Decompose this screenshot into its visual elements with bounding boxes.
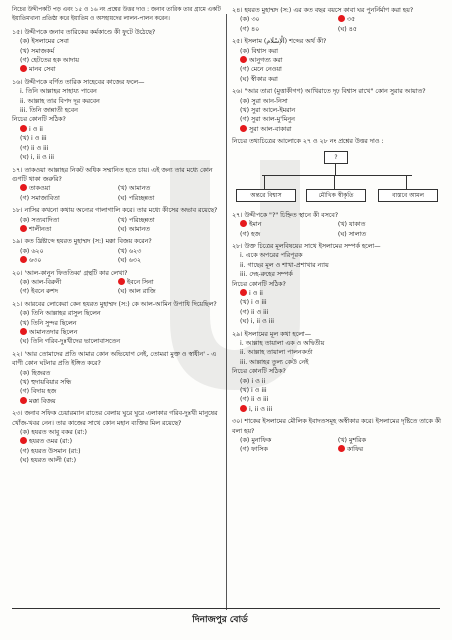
option-label: (ক) সত্যবাদিতা [20,216,60,224]
option-label: (খ) পরিচ্ছন্নতা [117,216,155,224]
option-label: ইবনে সিনা [126,278,154,286]
question-number: ২৮। [232,242,243,250]
option-label: (ক) ইসলামের সেবা [20,38,69,46]
question-stem: তাকওয়া আল্লাহর নিকট অধিক সম্মানিত হতে চায়। এই জন্য তার মধ্যে কোন গুণটি থাকা জরুরি? [12,166,213,183]
statement-line: ii. গাছের মূল ও শাখা-প্রশাখার ন্যায় [240,261,329,269]
options-grid [12,247,224,266]
question-text [232,6,444,15]
question-item [232,6,444,34]
answer-option[interactable] [118,247,216,256]
option-label: (গ) বিদায় হজ [20,388,57,396]
correct-answer-marker [240,220,247,227]
answer-option[interactable] [12,65,224,74]
option-label: (ঘ) আমানত [117,225,150,233]
question-number: ১৫। [12,28,23,36]
options-grid [232,436,444,455]
question-stem: আরবের লোকেরা কেন হযরত মুহাম্মদ (স:) কে আল-আমিন উপাধি দিয়েছিল? [24,300,217,308]
footer-rule [12,608,440,609]
diagram-connector [262,175,412,176]
question-item [12,269,224,297]
option-label: আমানতদার ছিলেন [29,329,78,336]
statement-line: iii. দেহ-রুহের সম্পর্ক [240,271,293,279]
question-number: ২১। [12,300,23,308]
diagram-intro: নিচের তথ্যচিত্রের আলোকে ২৭ ও ২৮ নং প্রশ্নের উত্তর দাও : [232,138,384,146]
question-stem: উদ্দীপকে বর্ণিত তারিক সাহেবের কাজের ফলে— [24,78,145,86]
question-item [232,242,444,327]
correct-answer-marker [20,225,27,232]
option-label: (খ) সুরা আলে-ইমরান [240,107,296,115]
option-label: (ঘ) i, ii ও iii [240,318,274,326]
answer-option[interactable] [118,194,216,203]
option-label: (গ) ফাসিক [240,446,268,454]
option-label: মক্কা বিজয় [29,397,56,405]
correct-answer-marker [20,328,27,335]
question-number: ২৯। [232,330,243,338]
answer-option[interactable] [240,25,338,34]
diagram-connector [406,175,407,189]
answer-option[interactable] [232,97,444,106]
answer-option[interactable] [12,153,224,162]
option-label: (গ) মেনে নেওয়া [240,66,282,74]
option-label: i ও ii [29,125,43,133]
answer-option[interactable] [20,256,118,265]
left-column [12,6,224,469]
option-label: (ক) আল-বিরুনী [20,278,62,286]
question-item [12,166,224,204]
diagram-box: বাস্তবে আমল [378,189,438,202]
question-text [232,330,444,339]
option-label: (ক) ৩০ [240,16,260,24]
option-label: (ঘ) পরিচ্ছন্নতা [117,194,155,202]
option-label: (গ) সমাজাবিতা [20,194,60,202]
option-label: (ক) হযরত আবু বকর (রা:) [20,429,87,437]
answer-option[interactable] [118,184,216,193]
option-label: শালীনতা [29,225,52,233]
statement-line: iii. তিনি জান্নাতী হবেন [20,107,78,115]
option-label: মানব সেবা [29,66,56,74]
answer-option[interactable] [118,278,216,287]
option-label: (ঘ) আল রাজি [117,288,156,296]
answer-option[interactable] [232,308,444,317]
answer-option[interactable] [232,395,444,404]
question-item [12,78,224,163]
question-stem: উদ্দীপকে জনাব তারিকের কর্মকাণ্ডে কী ফুটে উঠেছে? [24,28,156,36]
correct-answer-marker [20,184,27,191]
question-text [12,409,224,428]
correct-answer-marker [20,437,27,444]
answer-option[interactable] [12,397,224,406]
answer-option[interactable] [20,278,118,287]
diagram-connector [335,163,336,175]
answer-option[interactable] [20,194,118,203]
option-label: হযরত ওমর (রা:) [29,438,73,446]
question-number: ৩০। [232,418,243,426]
answer-option[interactable] [232,377,444,386]
diagram-box: মৌখিক স্বীকৃতি [306,189,366,202]
question-stem: 'আর তোমাদের প্রতি আমার কোন অভিযোগ নেই, তোমরা মুক্ত ও স্বাধীন' - এ বাণী কোন ঘটনার প্রতি ইঙ্গিত করে? [12,350,216,368]
answer-option[interactable] [20,247,118,256]
question-text [12,237,224,246]
question-prompt: নিচের কোনটি সঠিক? [12,116,66,124]
question-text [232,87,444,96]
option-label: (গ) ইবনে রুশদ [20,288,58,296]
question-text [232,211,444,220]
option-label: (গ) ii ও iii [20,144,49,152]
answer-option[interactable] [118,287,216,296]
answer-option[interactable] [12,369,224,378]
correct-answer-marker [240,405,247,412]
answer-option[interactable] [12,134,224,143]
question-number: ১৮। [12,207,23,215]
diagram-box: অন্তরে বিশ্বাস [236,189,296,202]
option-label: (ক) বিশ্বাস করা [240,47,278,55]
question-number: ২৬। [232,88,243,96]
correct-answer-marker [240,125,247,132]
answer-option[interactable] [12,47,224,56]
answer-option[interactable] [12,125,224,134]
statement-line: i. একে অপরের পরিপূরক [240,252,303,260]
answer-option[interactable] [12,437,224,446]
diagram-top-box: ? [324,151,348,164]
question-number: ২৭। [232,211,243,219]
option-label: (খ) ৬২৩ [117,247,142,255]
option-label: i ও ii [249,289,263,297]
correct-answer-marker [20,397,27,404]
answer-option[interactable] [20,216,118,225]
question-stem: "আর তারা (মুত্তাকীগণ) আখিরাতে দৃঢ় বিশ্বাস রাখে" কোন সুরার আয়াত? [244,88,426,96]
option-label: (ঘ) তিনি গরিব-দুঃখীদের ভালোবাসতেন [20,338,121,346]
option-label: আনুগত্য করা [249,57,283,65]
question-item [12,28,224,75]
correct-answer-marker [118,278,125,285]
answer-option[interactable] [12,328,224,337]
answer-option[interactable] [232,317,444,326]
option-label: (ক) সুরা আন-নিসা [240,97,288,105]
answer-option[interactable] [12,309,224,318]
answer-option[interactable] [12,56,224,65]
question-text [12,350,224,369]
question-stem: ইসলামের মূল কথা হলো— [244,330,312,338]
option-label: (ঘ) i, ii ও iii [20,154,54,162]
options-grid [232,15,444,34]
correct-answer-marker [338,445,345,452]
question-text [232,242,444,251]
answer-option[interactable] [118,225,216,234]
question-item [12,300,224,347]
question-text [232,417,444,436]
stimulus-text: নিচের উদ্দীপকটি পড় এবং ১৫ ও ১৬ নং প্রশ্নের উত্তর দাও : জনাব তারিক তার গ্রামে একটি ইয়াতিমখানা প্রতিষ্ঠা করে ইয়াতিম ও অসহায়দের লালন-পালন করেন। [12,7,221,23]
question-number: ২৪। [232,7,243,14]
answer-option[interactable] [240,436,338,445]
options-grid [12,278,224,297]
answer-option[interactable] [240,15,338,24]
question-stem: উক্ত চিত্রের মূলবিষয়ের সাথে ইসলামের সম্পর্ক হলো— [244,242,381,250]
question-number: ১৬। [12,78,23,86]
option-label: (গ) সুরা আল-মু'মিনুন [240,116,295,124]
question-item [232,211,444,239]
statement-line: ii. আল্লাহ তার বিপদ দূর করবেন [20,97,100,105]
question-stem: শাকের ইসলামের মৌলিক ইবাদতসমূহ অস্বীকার করে। ইসলামের দৃষ্টিতে তাকে কী বলা হয়? [232,418,441,435]
option-label: সুরা আল-বাকারা [249,125,292,133]
correct-answer-marker [240,289,247,296]
option-label: (খ) i ও iii [20,135,47,143]
answer-option[interactable] [232,386,444,395]
question-text [232,37,444,46]
question-prompt: নিচের কোনটি সঠিক? [232,280,286,288]
question-stem: জনাব সফিক চেয়ারম্যান রাতের বেলায় ঘুরে ঘুরে এলাকার গরিব-দুঃখী মানুষের খোঁজ-খবর নেন। তার কাজের সাথে কোন মহান ব্যক্তির মিল রয়েছে? [12,410,218,427]
question-number: ২০। [12,269,23,277]
answer-option[interactable] [240,445,338,454]
statement-line: i. আল্লাহ তায়ালা এক ও অদ্বিতীয় [240,339,325,347]
question-item [12,237,224,265]
answer-option[interactable] [232,65,444,74]
diagram-connector [334,175,335,189]
question-item [232,87,444,134]
option-label: (ক) ৬২০ [20,247,44,255]
answer-option[interactable] [232,115,444,124]
answer-option[interactable] [20,184,118,193]
option-label: (গ) ii ও iii [240,308,269,316]
option-label: (খ) i ও iii [240,299,267,307]
question-text [12,206,224,215]
question-text [12,78,224,87]
question-text [12,300,224,309]
option-label: (ঘ) স্বীকার করা [240,75,278,83]
option-label: (খ) তিনি সুন্দর ছিলেন [20,319,77,327]
question-item [232,417,444,455]
option-label: (ঘ) হযরত আলী (রা:) [20,457,77,465]
question-text [12,269,224,278]
answer-option[interactable] [12,428,224,437]
answer-option[interactable] [338,230,436,239]
answer-option[interactable] [232,75,444,84]
answer-option[interactable] [232,125,444,134]
option-label: (গ) ৪০ [240,25,260,33]
option-label: ৬৩০ [29,257,42,265]
question-number: ১৯। [12,238,23,246]
question-item [12,350,224,406]
column-divider [226,14,227,610]
question-stem: নাসির কখনো কথায় অন্যের গালাগালি করে। তার মধ্যে কীসের অভাব রয়েছে? [24,207,218,215]
answer-option[interactable] [20,287,118,296]
question-stem: উদ্দীপকে "?" চিহ্নিত স্থানে কী বসবে? [244,211,339,219]
answer-option[interactable] [232,405,444,414]
right-column [232,6,444,458]
answer-option[interactable] [12,378,224,387]
question-text [12,166,224,185]
question-stem: 'আল-কানুন ফিততিব্ব' গ্রন্থটি কার লেখা? [24,269,128,277]
correct-answer-marker [240,56,247,63]
answer-option[interactable] [240,230,338,239]
stimulus-intro [12,6,224,25]
options-grid [12,216,224,235]
answer-option[interactable] [12,37,224,46]
concept-diagram [232,151,444,205]
option-label: (খ) হুদায়বিয়ার সন্ধি [20,379,72,387]
option-label: ৩৫ [346,16,356,24]
question-text [12,28,224,37]
diagram-connector [264,175,265,189]
answer-option[interactable] [232,289,444,298]
question-item [232,37,444,84]
answer-option[interactable] [12,144,224,153]
question-number: ১৭। [12,166,23,174]
question-item [12,409,224,465]
option-label: (খ) আমানত [117,185,151,193]
answer-option[interactable] [338,445,436,454]
answer-option[interactable] [12,456,224,465]
option-label: (গ) ii ও iii [240,396,269,404]
answer-option[interactable] [20,225,118,234]
board-name: দিনাজপুর বোর্ড [192,615,248,625]
question-number: ২৫। [232,38,243,46]
option-label: (গ) হযরত উসমান (রা:) [20,447,81,455]
correct-answer-marker [20,65,27,72]
option-label: (ঘ) ৪৫ [337,25,357,33]
option-label: i, ii ও iii [249,405,273,413]
answer-option[interactable] [12,319,224,328]
answer-option[interactable] [118,216,216,225]
correct-answer-marker [20,125,27,132]
option-label: (ক) মুনাফিক [240,437,272,445]
answer-option[interactable] [12,447,224,456]
question-prompt: নিচের কোনটি সঠিক? [232,368,286,376]
options-grid [232,220,444,239]
question-number: ২২। [12,350,23,358]
statement-line: iii. আল্লাহর তুল্য কেউ নেই [240,358,309,366]
answer-option[interactable] [240,220,338,229]
answer-option[interactable] [232,298,444,307]
option-label: ইমান [249,221,262,229]
statement-line: ii. আল্লাহ তায়ালা পালনকর্তা [240,349,313,357]
answer-option[interactable] [338,25,436,34]
answer-option[interactable] [232,56,444,65]
answer-option[interactable] [338,436,436,445]
option-label: (ক) i ও ii [240,377,266,385]
correct-answer-marker [20,256,27,263]
statement-line: i. তিনি আল্লাহর সাহায্য পাবেন [20,88,97,96]
correct-answer-marker [338,15,345,22]
answer-option[interactable] [12,387,224,396]
option-label: (গ) হেটতের হক আদায় [20,57,79,65]
answer-option[interactable] [338,220,436,229]
answer-option[interactable] [232,47,444,56]
question-stem: কত খ্রিষ্টাব্দে হযরত মুহাম্মদ (স:) মক্কা বিজয় করেন? [24,238,152,246]
option-label: (ঘ) ৬৩২ [117,257,141,265]
option-label: (খ) i ও iii [240,387,267,394]
answer-option[interactable] [338,15,436,24]
options-grid [12,184,224,203]
option-label: (খ) মুশরিক [337,437,366,445]
question-item [12,206,224,234]
question-stem: হযরত মুহাম্মদ (স:) এর কত বছর বয়সে কাবা ঘর পুনর্নির্মাণ করা হয়? [244,7,414,14]
option-label: (গ) হজ [240,230,260,238]
answer-option[interactable] [232,106,444,115]
option-label: (ঘ) সালাত [337,230,366,238]
option-label: (খ) সমাজকর্ম [20,47,55,55]
option-label: কাফির [346,446,364,454]
question-item [232,330,444,415]
option-label: (ক) হিজরত [20,369,51,377]
option-label: (খ) যাকাত [337,221,366,229]
answer-option[interactable] [12,337,224,346]
option-label: (ক) তিনি আল্লাহর রাসুল ছিলেন [20,310,101,318]
question-number: ২৩। [12,410,23,418]
option-label: তাকওয়া [29,185,51,193]
answer-option[interactable] [118,256,216,265]
question-stem: ইসলাম (اَلْاِسْلَام) শব্দের অর্থ কী? [244,38,327,46]
